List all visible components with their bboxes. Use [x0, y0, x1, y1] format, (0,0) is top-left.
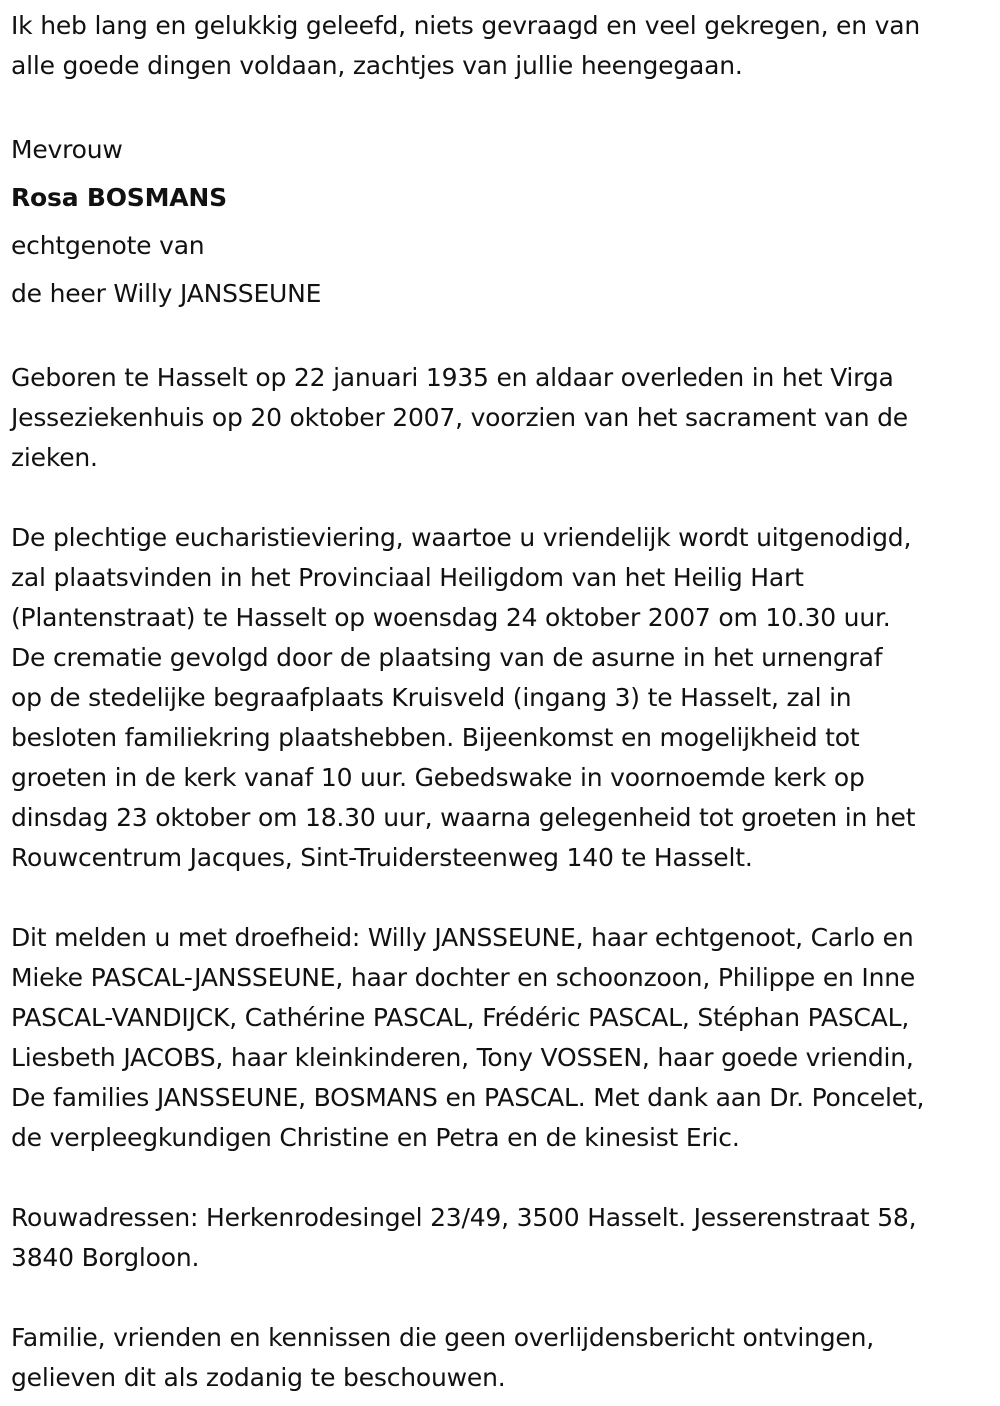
address-line: Rouwadressen: Herkenrodesingel 23/49, 3500 Hasselt. Jesserenstraat 58, [11, 1203, 917, 1232]
intro-line: Ik heb lang en gelukkig geleefd, niets gevraagd en veel gekregen, en van [11, 11, 920, 40]
ceremony-line: dinsdag 23 oktober om 18.30 uur, waarna gelegenheid tot groeten in het [11, 803, 916, 832]
intro-paragraph [11, 6, 991, 86]
ceremony-line: op de stedelijke begraafplaats Kruisveld (ingang 3) te Hasselt, zal in [11, 683, 852, 712]
announcement-paragraph [11, 918, 991, 1158]
ceremony-line: groeten in de kerk vanaf 10 uur. Gebedswake in voornoemde kerk op [11, 763, 865, 792]
addresses-paragraph [11, 1198, 991, 1278]
intro-line: alle goede dingen voldaan, zachtjes van jullie heengegaan. [11, 51, 743, 80]
announcement-line: de verpleegkundigen Christine en Petra en de kinesist Eric. [11, 1123, 740, 1152]
deceased-name: Rosa BOSMANS [11, 183, 227, 212]
announcement-line: PASCAL-VANDIJCK, Cathérine PASCAL, Frédéric PASCAL, Stéphan PASCAL, [11, 1003, 910, 1032]
birth-death-paragraph [11, 358, 991, 478]
birth-line: zieken. [11, 443, 98, 472]
ceremony-line: (Plantenstraat) te Hasselt op woensdag 24 oktober 2007 om 10.30 uur. [11, 603, 891, 632]
title-line: Mevrouw [11, 135, 123, 164]
announcement-line: Dit melden u met droefheid: Willy JANSSEUNE, haar echtgenoot, Carlo en [11, 923, 914, 952]
ceremony-paragraph [11, 518, 991, 878]
name-block [11, 126, 991, 318]
birth-line: Jesseziekenhuis op 20 oktober 2007, voorzien van het sacrament van de [11, 403, 908, 432]
relation-line: echtgenote van [11, 231, 205, 260]
announcement-line: Liesbeth JACOBS, haar kleinkinderen, Tony VOSSEN, haar goede vriendin, [11, 1043, 914, 1072]
closing-line: Familie, vrienden en kennissen die geen overlijdensbericht ontvingen, [11, 1323, 875, 1352]
address-line: 3840 Borgloon. [11, 1243, 200, 1272]
closing-paragraph [11, 1318, 991, 1398]
announcement-line: Mieke PASCAL-JANSSEUNE, haar dochter en schoonzoon, Philippe en Inne [11, 963, 916, 992]
closing-line: gelieven dit als zodanig te beschouwen. [11, 1363, 506, 1392]
spouse-line: de heer Willy JANSSEUNE [11, 279, 322, 308]
announcement-line: De families JANSSEUNE, BOSMANS en PASCAL. Met dank aan Dr. Poncelet, [11, 1083, 925, 1112]
ceremony-line: besloten familiekring plaatshebben. Bijeenkomst en mogelijkheid tot [11, 723, 860, 752]
ceremony-line: De crematie gevolgd door de plaatsing van de asurne in het urnengraf [11, 643, 883, 672]
obituary-document [11, 0, 991, 1398]
birth-line: Geboren te Hasselt op 22 januari 1935 en aldaar overleden in het Virga [11, 363, 894, 392]
ceremony-line: De plechtige eucharistieviering, waartoe u vriendelijk wordt uitgenodigd, [11, 523, 912, 552]
ceremony-line: Rouwcentrum Jacques, Sint-Truidersteenweg 140 te Hasselt. [11, 843, 753, 872]
ceremony-line: zal plaatsvinden in het Provinciaal Heiligdom van het Heilig Hart [11, 563, 804, 592]
